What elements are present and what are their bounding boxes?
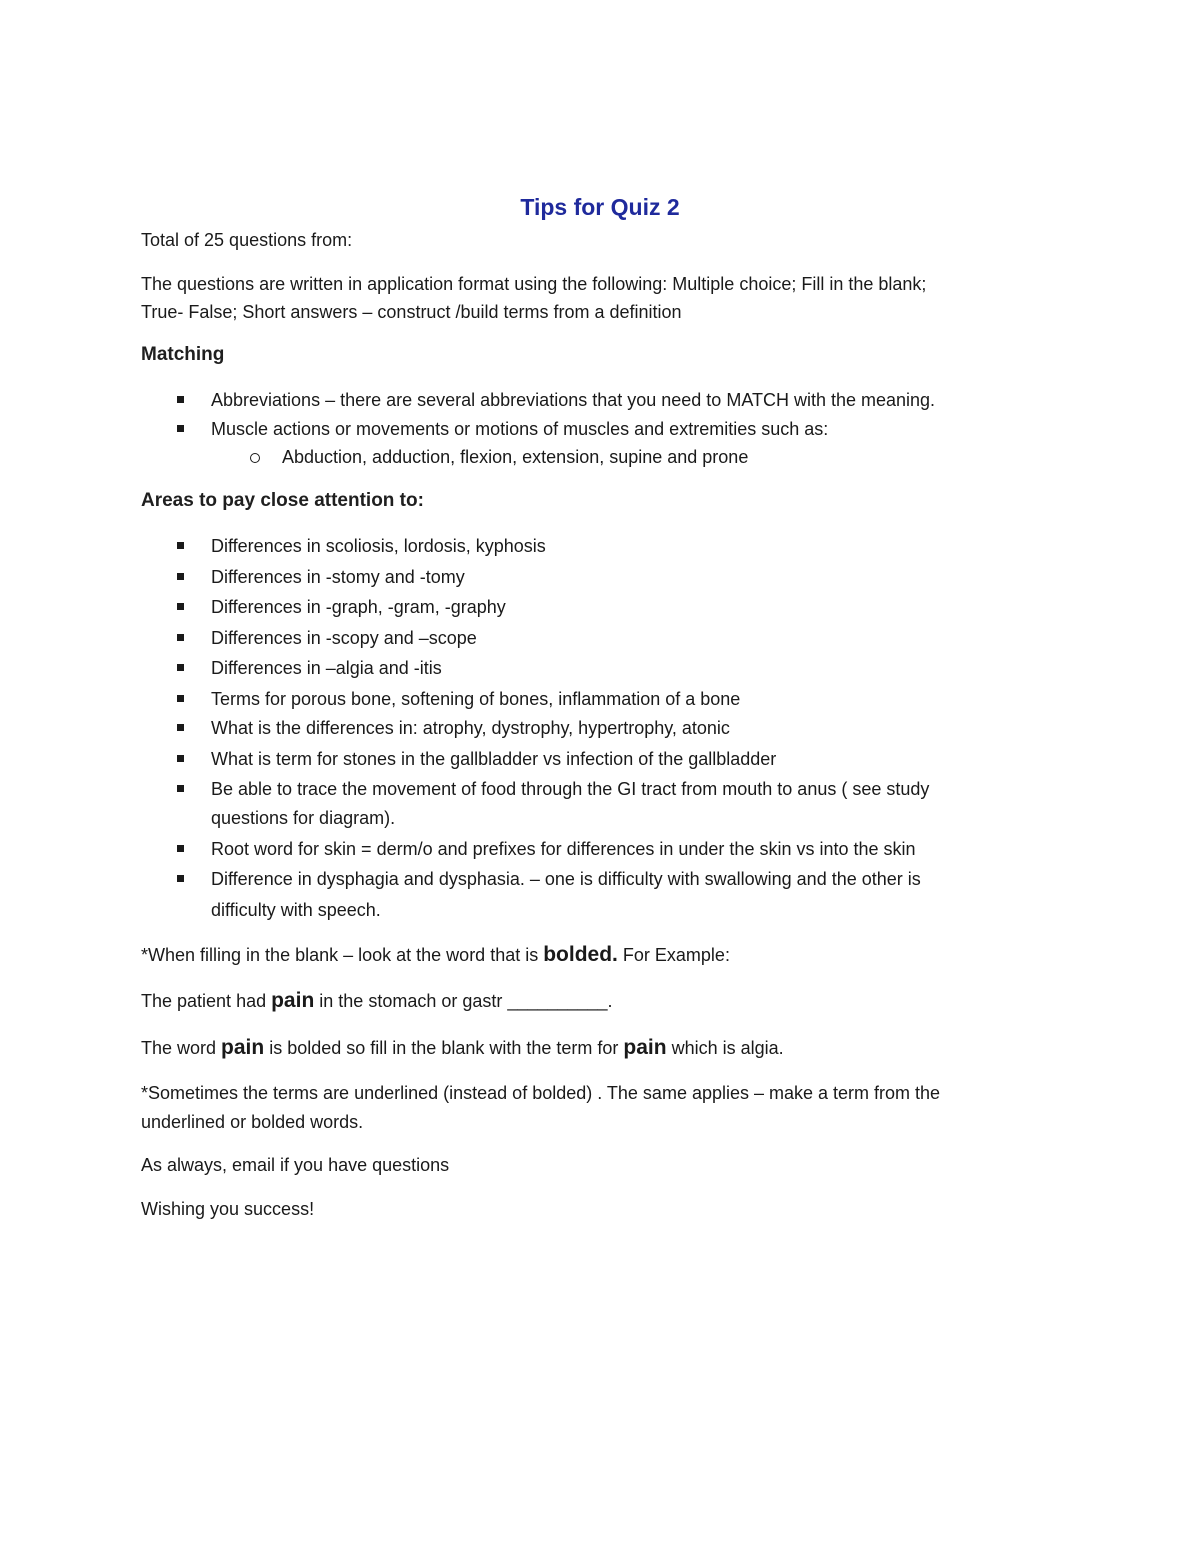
matching-heading: Matching [141, 344, 225, 365]
intro-text: Total of 25 questions from: [141, 230, 353, 250]
example2-middle: is bolded so fill in the blank with the term for [264, 1038, 624, 1058]
closing-email-text: As always, email if you have questions [141, 1155, 450, 1175]
closing-wishes-text: Wishing you success! [141, 1199, 315, 1219]
bullet-icon [177, 425, 184, 432]
bold-example-word: bolded. [543, 943, 618, 966]
format-text-line-1: The questions are written in application format using the following: Multiple choice; Fill in the blank; [141, 274, 927, 294]
underlined-note-line-2: underlined or bolded words. [141, 1112, 364, 1132]
matching-item: Muscle actions or movements or motions of muscles and extremities such as: [211, 419, 829, 439]
bold-word-pain: pain [271, 989, 315, 1012]
bullet-icon [177, 845, 184, 852]
matching-item: Abbreviations – there are several abbreviations that you need to MATCH with the meaning. [211, 390, 936, 410]
matching-sub-item: Abduction, adduction, flexion, extension, supine and prone [282, 447, 749, 467]
areas-item: Differences in -graph, -gram, -graphy [211, 597, 506, 617]
example2-after: which is algia. [666, 1038, 784, 1058]
fill-blank-tail: For Example: [617, 945, 730, 965]
fill-blank-lead: *When filling in the blank – look at the word that is [141, 945, 544, 965]
example-sentence-1 [141, 990, 612, 1012]
areas-item: Terms for porous bone, softening of bones, inflammation of a bone [211, 689, 741, 709]
example2-before: The word [141, 1038, 222, 1058]
areas-item: Root word for skin = derm/o and prefixes for differences in under the skin vs into the skin [211, 839, 916, 859]
bullet-icon [177, 724, 184, 731]
bold-word-pain: pain [221, 1036, 265, 1059]
areas-item: Differences in -scopy and –scope [211, 628, 477, 648]
bold-word-pain: pain [623, 1036, 667, 1059]
bullet-icon [177, 603, 184, 610]
bullet-icon [177, 875, 184, 882]
areas-item: Be able to trace the movement of food through the GI tract from mouth to anus ( see study [211, 779, 930, 799]
example1-before: The patient had [141, 991, 272, 1011]
bullet-icon [177, 542, 184, 549]
areas-item: What is the differences in: atrophy, dystrophy, hypertrophy, atonic [211, 718, 730, 738]
underlined-note-line-1: *Sometimes the terms are underlined (instead of bolded) . The same applies – make a term from the [141, 1083, 941, 1103]
areas-item: Differences in scoliosis, lordosis, kyphosis [211, 536, 546, 556]
bullet-icon [177, 755, 184, 762]
areas-item-continued: questions for diagram). [211, 808, 396, 828]
example-sentence-2 [141, 1037, 784, 1059]
bullet-icon [177, 634, 184, 641]
bullet-icon [177, 664, 184, 671]
bullet-icon [177, 785, 184, 792]
areas-item: What is term for stones in the gallbladder vs infection of the gallbladder [211, 749, 777, 769]
example1-after: in the stomach or gastr __________. [314, 991, 613, 1011]
format-text-line-2: True- False; Short answers – construct /build terms from a definition [141, 302, 682, 322]
areas-item: Differences in -stomy and -tomy [211, 567, 465, 587]
page-title: Tips for Quiz 2 [520, 194, 680, 220]
fill-blank-note [141, 944, 730, 966]
bullet-icon [177, 695, 184, 702]
areas-item: Differences in –algia and -itis [211, 658, 442, 678]
areas-heading: Areas to pay close attention to: [141, 490, 424, 511]
circle-bullet-icon [250, 453, 260, 463]
areas-item: Difference in dysphagia and dysphasia. – one is difficulty with swallowing and the other is [211, 869, 921, 889]
areas-item-continued: difficulty with speech. [211, 900, 381, 920]
bullet-icon [177, 396, 184, 403]
bullet-icon [177, 573, 184, 580]
